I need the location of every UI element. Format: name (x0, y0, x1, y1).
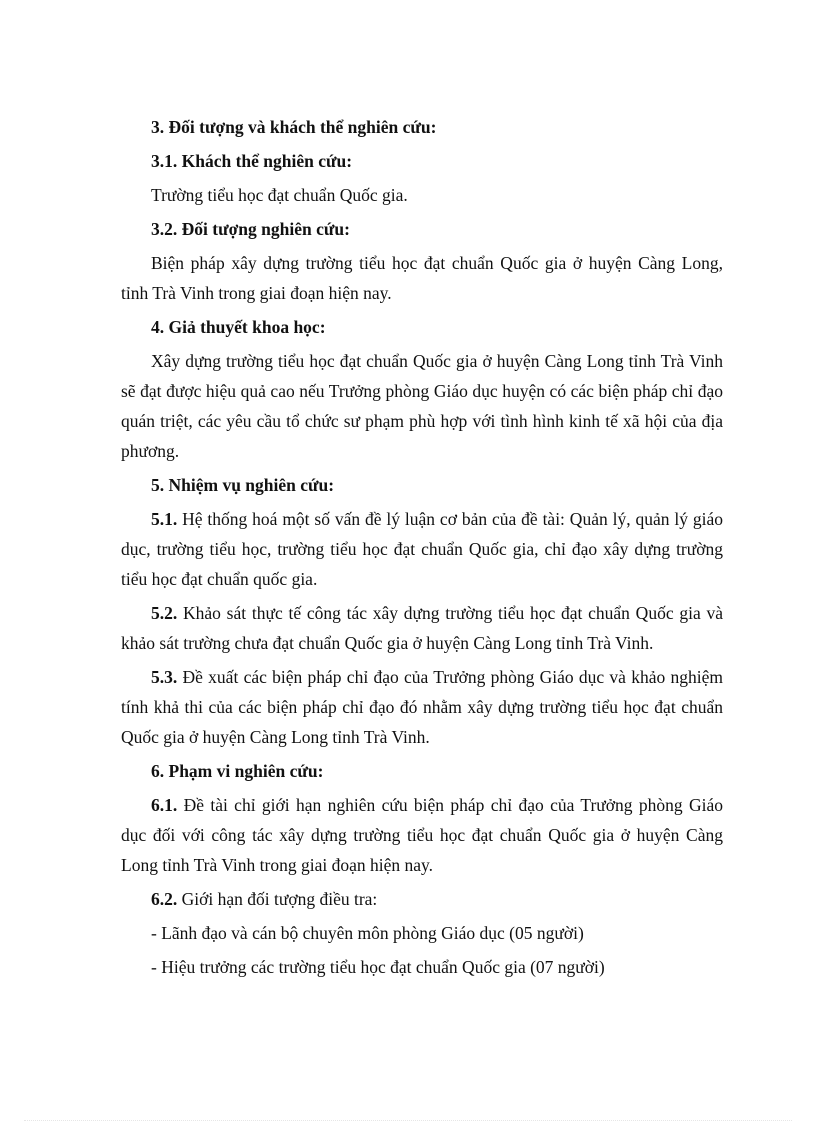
section-5-3-text: Đề xuất các biện pháp chỉ đạo của Trưởng phòng Giáo dục và khảo nghiệm tính khả thi của các biện pháp chỉ đạo đó nhằm xây dựng trường tiểu học đạt chuẩn Quốc gia ở huyện Càng Long tỉnh Trà Vinh. (121, 667, 723, 747)
section-3-2-text: Biện pháp xây dựng trường tiểu học đạt chuẩn Quốc gia ở huyện Càng Long, tỉnh Trà Vinh trong giai đoạn hiện nay. (121, 253, 723, 303)
section-3-heading: 3. Đối tượng và khách thể nghiên cứu: (151, 117, 437, 137)
section-5-1-text: Hệ thống hoá một số vấn đề lý luận cơ bản của đề tài: Quản lý, quản lý giáo dục, trường tiểu học, trường tiểu học đạt chuẩn Quốc gia, chỉ đạo xây dựng trường tiểu học đạt chuẩn quốc gia. (121, 509, 723, 589)
section-6-heading: 6. Phạm vi nghiên cứu: (151, 761, 324, 781)
section-5-2-label: 5.2. (151, 603, 178, 623)
section-6-2-label: 6.2. (151, 889, 178, 909)
section-6-1-text: Đề tài chỉ giới hạn nghiên cứu biện pháp chỉ đạo của Trưởng phòng Giáo dục đối với công tác xây dựng trường tiểu học đạt chuẩn Quốc gia ở huyện Càng Long tỉnh Trà Vinh trong giai đoạn hiện nay. (121, 795, 723, 875)
section-6-2-item-1: - Lãnh đạo và cán bộ chuyên môn phòng Giáo dục (05 người) (151, 923, 584, 943)
section-5-1-label: 5.1. (151, 509, 178, 529)
section-4-text: Xây dựng trường tiểu học đạt chuẩn Quốc gia ở huyện Càng Long tỉnh Trà Vinh sẽ đạt được hiệu quả cao nếu Trưởng phòng Giáo dục huyện có các biện pháp chỉ đạo quán triệt, các yêu cầu tổ chức sư phạm phù hợp với tình hình kinh tế xã hội của địa phương. (121, 351, 723, 461)
section-4-heading: 4. Giả thuyết khoa học: (151, 317, 326, 337)
section-6-2-item-2: - Hiệu trưởng các trường tiểu học đạt chuẩn Quốc gia (07 người) (151, 957, 605, 977)
section-5-1-paragraph (121, 504, 723, 594)
section-5-2-text: Khảo sát thực tế công tác xây dựng trường tiểu học đạt chuẩn Quốc gia và khảo sát trường chưa đạt chuẩn Quốc gia ở huyện Càng Long tỉnh Trà Vinh. (121, 603, 723, 653)
section-5-2-paragraph (121, 598, 723, 658)
section-3-2-heading: 3.2. Đối tượng nghiên cứu: (151, 219, 350, 239)
document-page (121, 112, 723, 986)
section-6-1-paragraph (121, 790, 723, 880)
section-5-3-paragraph (121, 662, 723, 752)
section-3-1-text: Trường tiểu học đạt chuẩn Quốc gia. (151, 185, 408, 205)
section-5-3-label: 5.3. (151, 667, 178, 687)
section-6-2-paragraph (121, 884, 723, 914)
section-3-1-heading: 3.1. Khách thể nghiên cứu: (151, 151, 353, 171)
section-5-heading: 5. Nhiệm vụ nghiên cứu: (151, 475, 335, 495)
section-6-2-text: Giới hạn đối tượng điều tra: (177, 889, 378, 909)
section-6-1-label: 6.1. (151, 795, 178, 815)
page-bottom-divider (24, 1120, 792, 1121)
